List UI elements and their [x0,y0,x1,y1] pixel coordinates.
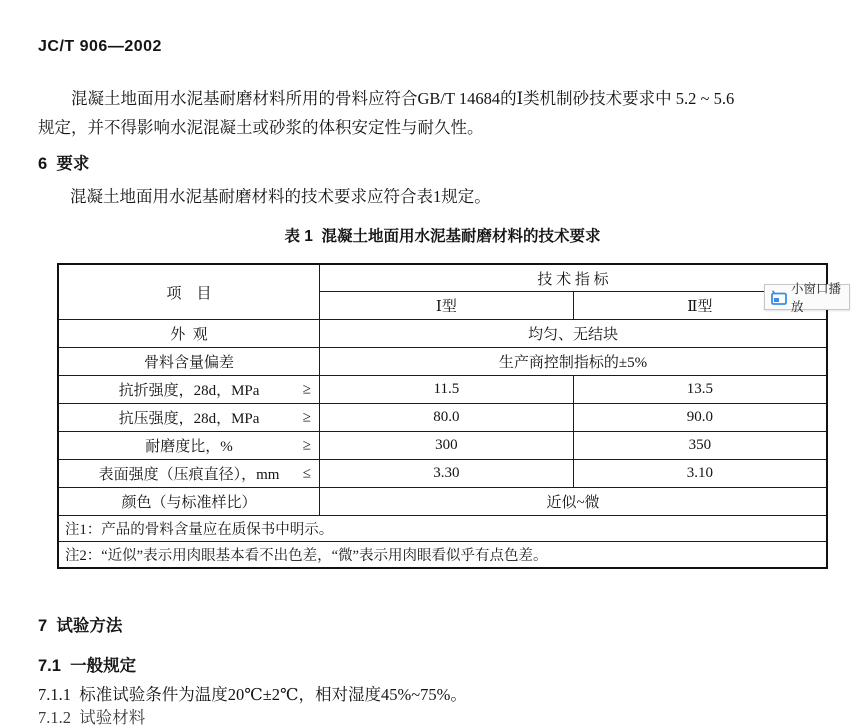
row-item-label: 抗压强度，28d，MPa [118,411,260,427]
clipped-next-line: 7.1.2 试验材料 [38,708,146,727]
row-item-cell [58,404,320,432]
row-item-cell [58,376,320,404]
row-type2-value: 350 [573,432,827,460]
table-note-row-2 [58,542,827,569]
section-6-paragraph: 混凝土地面用水泥基耐磨材料的技术要求应符合表1规定。 [70,187,491,206]
row-merged-value: 均匀、无结块 [320,320,828,348]
row-type1-value: 11.5 [320,376,574,404]
table-row-wear-resistance-ratio [58,432,827,460]
table-note-1: 注1：产品的骨料含量应在质保书中明示。 [58,516,827,542]
table-note-2: 注2：“近似”表示用肉眼基本看不出色差，“微”表示用肉眼看似乎有点色差。 [58,542,827,569]
row-item-label: 表面强度（压痕直径），mm [98,467,280,483]
section-7-heading: 7 试验方法 [38,617,123,635]
row-merged-value: 近似~微 [320,488,828,516]
row-merged-value: 生产商控制指标的±5% [320,348,828,376]
header-item: 项 目 [58,264,320,320]
section-7-1-1-text: 7.1.1 标准试验条件为温度20℃±2℃，相对湿度45%~75%。 [38,685,467,704]
header-type2: Ⅱ型 [573,292,827,320]
mini-window-play-label: 小窗口播放 [791,282,842,314]
gte-symbol: ≥ [302,381,311,397]
table-row-aggregate-deviation [58,348,827,376]
table-caption: 表 1 混凝土地面用水泥基耐磨材料的技术要求 [284,228,601,245]
lte-symbol: ≤ [302,465,311,481]
intro-paragraph [38,84,832,142]
row-type1-value: 300 [320,432,574,460]
table-row-color [58,488,827,516]
intro-line-2: 规定，并不得影响水泥混凝土或砂浆的体积安定性与耐久性。 [38,118,484,137]
tv-mini-player-icon [771,290,787,305]
row-type1-value: 80.0 [320,404,574,432]
requirements-table [57,263,828,569]
row-type2-value: 90.0 [573,404,827,432]
row-type2-value: 13.5 [573,376,827,404]
doc-code: JC/T 906—2002 [38,38,162,55]
header-tech-indicator: 技 术 指 标 [320,264,828,292]
row-item-label: 颜色（与标准样比） [58,488,320,516]
row-item-label: 骨料含量偏差 [58,348,320,376]
section-7-1-heading: 7.1 一般规定 [38,657,137,675]
row-item-label: 耐磨度比，% [145,439,233,455]
table-row-compressive-strength [58,404,827,432]
table-note-row-1 [58,516,827,542]
header-type1: Ⅰ型 [320,292,574,320]
mini-window-play-button[interactable] [764,282,850,314]
intro-line-1: 混凝土地面用水泥基耐磨材料所用的骨料应符合GB/T 14684的Ⅰ类机制砂技术要求中 5.2 ~ 5.6 [71,89,735,108]
table-row-flexural-strength [58,376,827,404]
table-header-row-1 [58,264,827,292]
row-item-cell [58,432,320,460]
row-type2-value: 3.10 [573,460,827,488]
table-row-appearance [58,320,827,348]
row-item-label: 外 观 [58,320,320,348]
row-type1-value: 3.30 [320,460,574,488]
table-row-surface-strength [58,460,827,488]
gte-symbol: ≥ [302,409,311,425]
gte-symbol: ≥ [302,437,311,453]
row-item-label: 抗折强度，28d，MPa [118,383,260,399]
section-6-heading: 6 要求 [38,155,90,173]
row-item-cell [58,460,320,488]
